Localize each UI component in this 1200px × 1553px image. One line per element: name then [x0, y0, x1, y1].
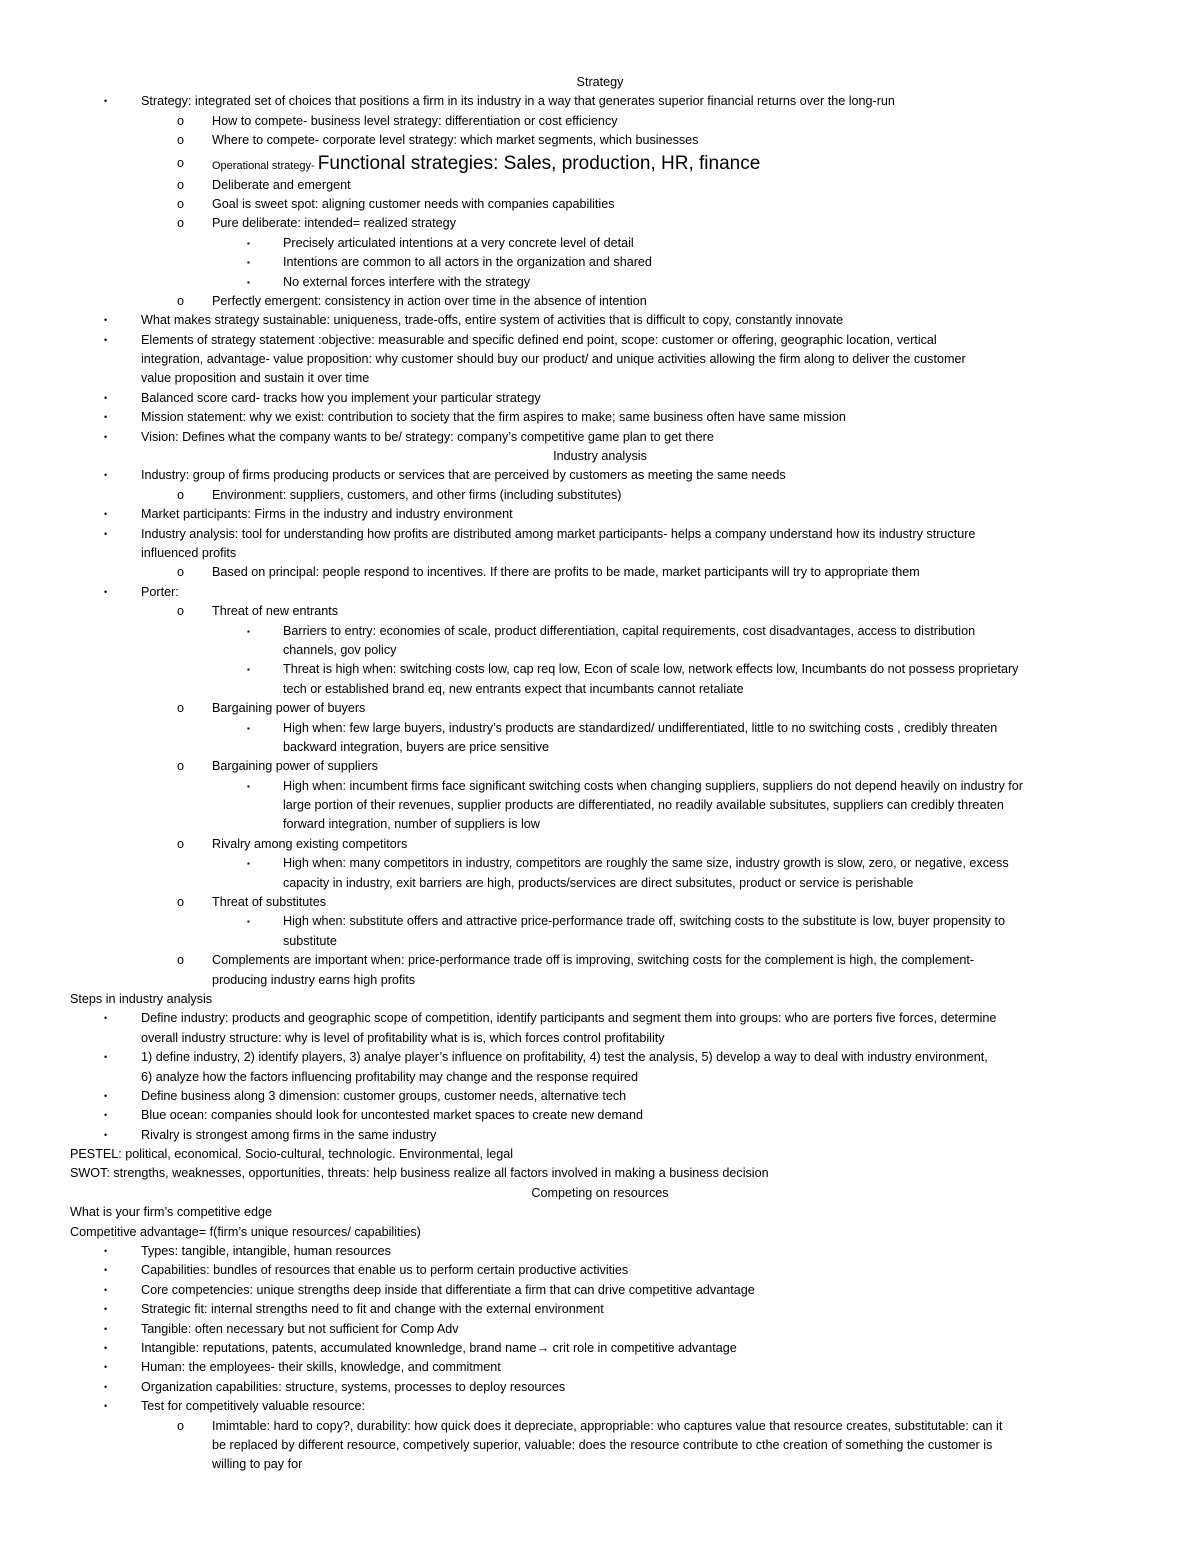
list-item-level-3 — [0, 660, 1200, 679]
line-text: Bargaining power of suppliers — [212, 759, 378, 774]
list-item-level-2 — [0, 486, 1200, 505]
bullet-marker: • — [104, 1246, 108, 1257]
bullet-marker: o — [177, 133, 185, 148]
list-item-level-2 — [0, 602, 1200, 621]
bullet-marker: o — [177, 604, 185, 619]
bullet-marker: • — [104, 315, 108, 326]
line-text: SWOT: strengths, weaknesses, opportunities, threats: help business realize all factors involved in making a business decision — [70, 1166, 769, 1181]
line-text: Strategy — [576, 75, 624, 89]
list-item-level-2 — [0, 131, 1200, 150]
list-item-level-2 — [0, 971, 1200, 990]
bullet-marker: o — [177, 701, 185, 716]
list-item-level-1 — [0, 1339, 1200, 1358]
section-heading — [0, 447, 1200, 466]
bullet-marker: o — [177, 487, 185, 502]
list-item-level-3 — [0, 738, 1200, 757]
bullet-marker: • — [104, 392, 108, 403]
list-item-level-1 — [0, 1126, 1200, 1145]
line-text: Define industry: products and geographic scope of competition, identify participants and segment them into groups: who are porters five forces, determine — [141, 1011, 997, 1026]
line-text: Industry analysis: tool for understanding how profits are distributed among market participants- helps a company understand how its industry structure — [141, 526, 976, 541]
line-text: forward integration, number of suppliers is low — [283, 817, 540, 832]
bullet-marker: • — [104, 334, 108, 345]
list-item-level-1 — [0, 1281, 1200, 1300]
bullet-marker: o — [177, 177, 185, 192]
line-text: What makes strategy sustainable: uniqueness, trade-offs, entire system of activities that is difficult to copy, constantly innovate — [141, 313, 844, 328]
bullet-marker: • — [104, 1013, 108, 1024]
bullet-marker: • — [104, 1304, 108, 1315]
bullet-marker: o — [177, 113, 185, 128]
line-text: Environment: suppliers, customers, and other firms (including substitutes) — [212, 487, 622, 502]
line-text: capacity in industry, exit barriers are high, products/services are direct subsitutes, product or service is perishable — [283, 875, 914, 890]
bullet-marker: • — [104, 470, 108, 481]
list-item-level-3 — [0, 253, 1200, 272]
line-text: High when: few large buyers, industry’s products are standardized/ undifferentiated, little to no switching costs , credibly threaten — [283, 720, 998, 735]
line-text: No external forces interfere with the strategy — [283, 274, 531, 289]
list-item-level-3 — [0, 273, 1200, 292]
bullet-marker: • — [104, 431, 108, 442]
bullet-marker: ▪ — [247, 723, 250, 733]
list-item-level-1 — [0, 583, 1200, 602]
line-text: Goal is sweet spot: aligning customer needs with companies capabilities — [212, 196, 615, 211]
text-line — [0, 1203, 1200, 1222]
bullet-marker: o — [177, 293, 185, 308]
line-text: Test for competitively valuable resource: — [141, 1399, 365, 1414]
line-text: 6) analyze how the factors influencing profitability may change and the response required — [141, 1069, 639, 1084]
text-line — [0, 1145, 1200, 1164]
list-item-level-3 — [0, 680, 1200, 699]
list-item-level-1 — [0, 1300, 1200, 1319]
bullet-marker: • — [104, 412, 108, 423]
bullet-marker: ▪ — [247, 277, 250, 287]
list-item-level-3 — [0, 777, 1200, 796]
list-item-level-1 — [0, 1397, 1200, 1416]
line-text: value proposition and sustain it over time — [141, 371, 370, 386]
line-text: Industry analysis — [553, 449, 647, 464]
line-text: High when: substitute offers and attractive price-performance trade off, switching costs to the substitute is low, buyer propensity to — [283, 914, 1005, 929]
line-text: Threat of new entrants — [212, 604, 339, 619]
list-item-level-3 — [0, 796, 1200, 815]
line-text: overall industry structure: why is level of profitability what is is, which forces control profitability — [141, 1030, 665, 1045]
bullet-marker: • — [104, 1110, 108, 1121]
line-text: Market participants: Firms in the industry and industry environment — [141, 507, 513, 522]
line-text-large: Functional strategies: Sales, production, HR, finance — [317, 152, 761, 174]
list-item-level-3 — [0, 622, 1200, 641]
line-text: Strategic fit: internal strengths need to fit and change with the external environment — [141, 1302, 604, 1317]
list-item-level-1 — [0, 1029, 1200, 1048]
list-item-level-3 — [0, 932, 1200, 951]
bullet-marker: o — [177, 196, 185, 211]
list-item-level-1 — [0, 1068, 1200, 1087]
line-text: Intentions are common to all actors in the organization and shared — [283, 255, 652, 270]
line-text: Deliberate and emergent — [212, 177, 351, 192]
line-text: Industry: group of firms producing products or services that are perceived by customers as meeting the same needs — [141, 468, 786, 483]
list-item-level-1 — [0, 1358, 1200, 1377]
list-item-level-1 — [0, 331, 1200, 350]
list-item-level-1 — [0, 505, 1200, 524]
bullet-marker: o — [177, 836, 185, 851]
line-text: integration, advantage- value proposition: why customer should buy our product/ and unique activities allowing the firm along to deliver the customer — [141, 352, 966, 367]
list-item-level-2 — [0, 951, 1200, 970]
bullet-marker: o — [177, 565, 185, 580]
line-text: Competitive advantage= f(firm’s unique resources/ capabilities) — [70, 1224, 421, 1239]
line-text: Competing on resources — [531, 1185, 669, 1200]
bullet-marker: • — [104, 96, 108, 107]
line-text: Balanced score card- tracks how you implement your particular strategy — [141, 390, 541, 405]
line-text: Human: the employees- their skills, knowledge, and commitment — [141, 1360, 501, 1375]
line-text: Define business along 3 dimension: customer groups, customer needs, alternative tech — [141, 1088, 627, 1103]
text-line — [0, 990, 1200, 1009]
bullet-marker: ▪ — [247, 665, 250, 675]
bullet-marker: ▪ — [247, 859, 250, 869]
list-item-level-1 — [0, 369, 1200, 388]
list-item-level-1 — [0, 389, 1200, 408]
line-text: Rivalry is strongest among firms in the same industry — [141, 1127, 437, 1142]
line-text: large portion of their revenues, supplier products are differentiated, no readily available subsitutes, suppliers can credibly threaten — [283, 798, 1004, 813]
line-text: Elements of strategy statement :objective: measurable and specific defined end point, scope: customer or offering, geographic location, vertical — [141, 332, 937, 347]
line-text: Blue ocean: companies should look for uncontested market spaces to create new demand — [141, 1108, 643, 1123]
list-item-level-1 — [0, 92, 1200, 111]
line-text: Where to compete- corporate level strategy: which market segments, which businesses — [212, 133, 699, 148]
bullet-marker: • — [104, 1129, 108, 1140]
bullet-marker: o — [177, 1418, 185, 1433]
list-item-level-1 — [0, 544, 1200, 563]
list-item-level-2 — [0, 195, 1200, 214]
line-text: Bargaining power of buyers — [212, 701, 366, 716]
line-text: What is your firm’s competitive edge — [70, 1205, 273, 1220]
bullet-marker: • — [104, 509, 108, 520]
line-text: producing industry earns high profits — [212, 972, 416, 987]
bullet-marker: o — [177, 155, 185, 170]
list-item-level-1 — [0, 428, 1200, 447]
line-text: Threat of substitutes — [212, 895, 327, 910]
text-line — [0, 1164, 1200, 1183]
list-item-level-1 — [0, 1320, 1200, 1339]
line-text: influenced profits — [141, 545, 237, 560]
list-item-level-3 — [0, 874, 1200, 893]
line-text: be replaced by different resource, competively superior, valuable: does the resource contribute to cthe creation of something the customer is — [212, 1437, 993, 1452]
line-text: Tangible: often necessary but not sufficient for Comp Adv — [141, 1321, 459, 1336]
line-text: 1) define industry, 2) identify players, 3) analye player’s influence on profitability, 4) test the analysis, 5) develop a way to deal with industry environment, — [141, 1050, 988, 1065]
line-text: Core competencies: unique strengths deep inside that differentiate a firm that can drive competitive advantage — [141, 1282, 755, 1297]
bullet-marker: ▪ — [247, 258, 250, 268]
line-text: Vision: Defines what the company wants to be/ strategy: company’s competitive game plan to get there — [141, 429, 714, 444]
bullet-marker: • — [104, 1052, 108, 1063]
list-item-level-3 — [0, 641, 1200, 660]
list-item-level-2 — [0, 893, 1200, 912]
list-item-level-2 — [0, 699, 1200, 718]
list-item-level-1 — [0, 1378, 1200, 1397]
list-item-level-3 — [0, 234, 1200, 253]
bullet-marker: • — [104, 1381, 108, 1392]
bullet-marker: o — [177, 953, 185, 968]
list-item-level-1 — [0, 1009, 1200, 1028]
line-text: Capabilities: bundles of resources that enable us to perform certain productive activities — [141, 1263, 629, 1278]
list-item-level-2 — [0, 151, 1200, 176]
bullet-marker: • — [104, 1401, 108, 1412]
list-item-level-1 — [0, 408, 1200, 427]
bullet-marker: • — [104, 1343, 108, 1353]
line-text: Complements are important when: price-performance trade off is improving, switching costs for the complement is high, the complement- — [212, 953, 975, 968]
bullet-marker: • — [104, 1265, 108, 1276]
line-text: Operational strategy- — [212, 159, 318, 172]
bullet-marker: ▪ — [247, 781, 250, 791]
list-item-level-2 — [0, 1455, 1200, 1474]
line-text: Based on principal: people respond to incentives. If there are profits to be made, market participants will try to appropriate them — [212, 565, 920, 580]
bullet-marker: • — [104, 1323, 108, 1334]
list-item-level-2 — [0, 176, 1200, 195]
line-text: substitute — [283, 933, 337, 948]
list-item-level-2 — [0, 1436, 1200, 1455]
bullet-marker: • — [104, 1362, 108, 1373]
document-page — [0, 73, 1200, 1475]
line-text: Threat is high when: switching costs low, cap req low, Econ of scale low, network effects low, Incumbants do not possess proprietary — [283, 662, 1019, 677]
bullet-marker: o — [177, 216, 185, 231]
bullet-marker: • — [104, 1284, 108, 1295]
list-item-level-1 — [0, 466, 1200, 485]
list-item-level-2 — [0, 757, 1200, 776]
bullet-marker: ▪ — [247, 626, 250, 636]
text-line — [0, 1223, 1200, 1242]
bullet-marker: ▪ — [247, 238, 250, 248]
list-item-level-3 — [0, 854, 1200, 873]
list-item-level-2 — [0, 563, 1200, 582]
line-text: Steps in industry analysis — [70, 991, 213, 1006]
list-item-level-2 — [0, 835, 1200, 854]
list-item-level-2 — [0, 214, 1200, 233]
bullet-marker: o — [177, 759, 185, 774]
list-item-level-1 — [0, 1242, 1200, 1261]
line-text: Porter: — [141, 584, 179, 599]
list-item-level-2 — [0, 1417, 1200, 1436]
list-item-level-1 — [0, 1106, 1200, 1125]
line-text: Intangible: reputations, patents, accumulated knownledge, brand name→ crit role in competitive advantage — [141, 1341, 737, 1355]
line-text: Organization capabilities: structure, systems, processes to deploy resources — [141, 1379, 566, 1394]
line-text: Rivalry among existing competitors — [212, 836, 408, 851]
line-text: High when: incumbent firms face significant switching costs when changing suppliers, suppliers do not depend heavily on industry for — [283, 778, 1023, 793]
list-item-level-2 — [0, 292, 1200, 311]
list-item-level-1 — [0, 1048, 1200, 1067]
section-heading — [0, 1184, 1200, 1203]
list-item-level-3 — [0, 719, 1200, 738]
section-heading — [0, 73, 1200, 92]
line-text: Imimtable: hard to copy?, durability: how quick does it depreciate, appropriable: who captures value that resource creates, substitutable: can it — [212, 1418, 1003, 1433]
line-text: Precisely articulated intentions at a very concrete level of detail — [283, 235, 634, 250]
line-text: tech or established brand eq, new entrants expect that incumbants cannot retaliate — [283, 681, 744, 696]
line-text: Mission statement: why we exist: contribution to society that the firm aspires to make; same business often have same mission — [141, 410, 846, 425]
list-item-level-1 — [0, 1261, 1200, 1280]
list-item-level-1 — [0, 525, 1200, 544]
bullet-marker: • — [104, 1090, 108, 1101]
line-text: How to compete- business level strategy: differentiation or cost efficiency — [212, 113, 618, 128]
line-text: Pure deliberate: intended= realized strategy — [212, 216, 456, 231]
list-item-level-1 — [0, 350, 1200, 369]
line-text: willing to pay for — [212, 1457, 303, 1472]
bullet-marker: • — [104, 586, 108, 597]
line-text: Perfectly emergent: consistency in action over time in the absence of intention — [212, 293, 647, 308]
list-item-level-2 — [0, 112, 1200, 131]
bullet-marker: • — [104, 528, 108, 539]
bullet-marker: o — [177, 895, 185, 910]
line-text: Strategy: integrated set of choices that positions a firm in its industry in a way that generates superior financial returns over the long-run — [141, 94, 895, 109]
line-text: backward integration, buyers are price sensitive — [283, 739, 549, 754]
bullet-marker: ▪ — [247, 917, 250, 927]
line-text: Types: tangible, intangible, human resources — [141, 1244, 391, 1259]
line-text: PESTEL: political, economical. Socio-cultural, technologic. Environmental, legal — [70, 1147, 514, 1162]
list-item-level-3 — [0, 815, 1200, 834]
list-item-level-1 — [0, 311, 1200, 330]
list-item-level-1 — [0, 1087, 1200, 1106]
line-text: Barriers to entry: economies of scale, product differentiation, capital requirements, cost disadvantages, access to distribution — [283, 623, 976, 638]
line-text: channels, gov policy — [283, 642, 397, 657]
line-text: High when: many competitors in industry, competitors are roughly the same size, industry growth is slow, zero, or negative, excess — [283, 856, 1009, 871]
list-item-level-3 — [0, 912, 1200, 931]
